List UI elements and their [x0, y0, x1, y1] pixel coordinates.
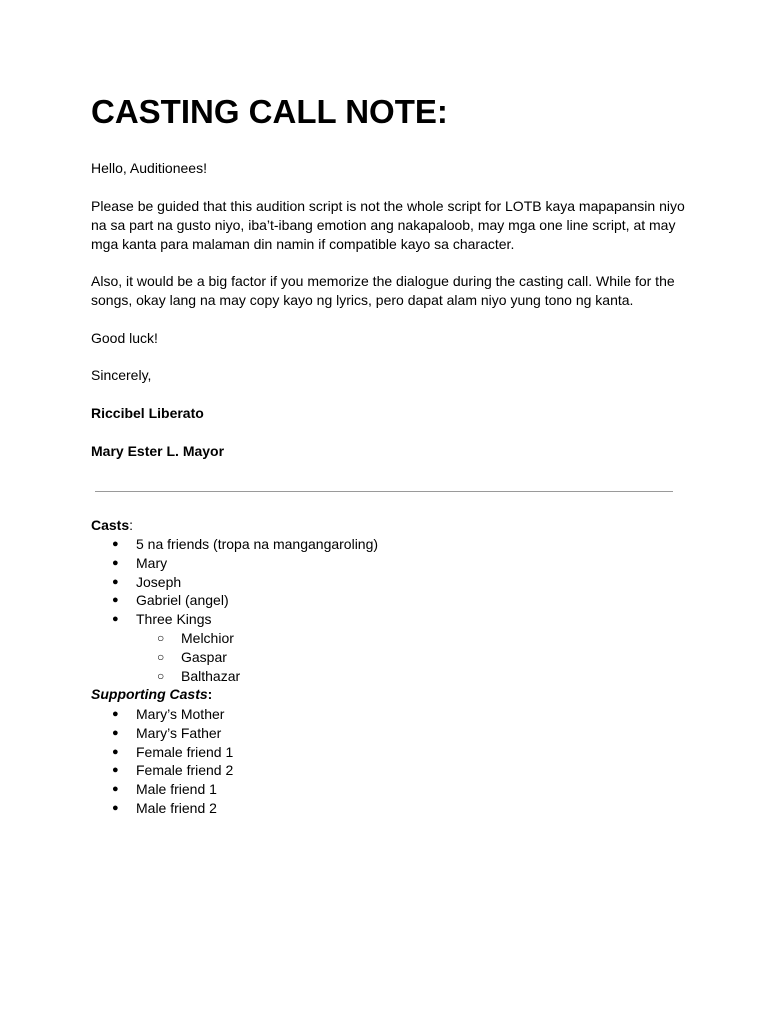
casts-heading-colon: : [129, 517, 134, 533]
list-item-label: Mary’s Mother [136, 706, 225, 722]
sub-list-item-label: Gaspar [181, 648, 227, 665]
bullet-icon: ● [112, 613, 119, 626]
supporting-casts-heading [91, 685, 212, 704]
closing-good-luck: Good luck! [91, 330, 158, 346]
body-paragraph-2: Also, it would be a big factor if you memorize the dialogue during the casting call. While for the songs, okay lang na may copy kayo ng lyrics, pero dapat alam niyo yung tono ng kanta. [91, 273, 675, 308]
list-item-label: Gabriel (angel) [136, 592, 229, 609]
list-item-label: Mary [136, 554, 168, 571]
page-title: CASTING CALL NOTE: [91, 93, 448, 130]
list-item [91, 780, 233, 799]
list-item [91, 591, 378, 610]
body-paragraph-1: Please be guided that this audition script is not the whole script for LOTB kaya mapapansin niyo na sa part na gusto niyo, iba’t-ibang emotion ang nakapaloob, may mga one line script, at may mga kanta para malaman din namin if compatible kayo sa character. [91, 198, 685, 252]
list-item [91, 724, 233, 743]
list-item-label: Male friend 1 [136, 781, 217, 798]
sub-list-item [136, 629, 378, 648]
signatory-2: Mary Ester L. Mayor [91, 443, 225, 459]
closing-sincerely: Sincerely, [91, 367, 152, 383]
list-item-label: Female friend 1 [136, 743, 234, 760]
list-item-label: Male friend 2 [136, 799, 217, 816]
sub-list-item [136, 667, 378, 686]
bullet-icon: ● [112, 594, 119, 607]
list-item [91, 743, 233, 762]
list-item [91, 799, 233, 818]
list-item [91, 573, 378, 592]
supporting-casts-list [91, 705, 233, 818]
bullet-icon: ● [112, 575, 119, 588]
list-item [91, 535, 378, 554]
list-item-label: 5 na friends (tropa na mangangaroling) [136, 536, 379, 552]
list-item [91, 705, 233, 724]
hollow-bullet-icon: ○ [157, 630, 165, 645]
list-item-label: Female friend 2 [136, 762, 234, 779]
supporting-casts-heading-label: Supporting Casts [91, 686, 208, 702]
list-item [91, 554, 378, 573]
list-item [91, 761, 233, 780]
sub-list-item-label: Balthazar [181, 667, 241, 684]
list-item [91, 610, 378, 685]
bullet-icon: ● [112, 764, 119, 777]
sub-list-item-label: Melchior [181, 629, 234, 646]
signatory-1: Riccibel Liberato [91, 405, 204, 421]
casts-list [91, 535, 378, 685]
bullet-icon: ● [112, 745, 119, 758]
hollow-bullet-icon: ○ [157, 668, 165, 683]
bullet-icon: ● [112, 726, 119, 739]
three-kings-sublist [136, 629, 378, 685]
bullet-icon: ● [112, 538, 119, 550]
sub-list-item [136, 648, 378, 667]
casts-heading-label: Casts [91, 517, 130, 533]
casts-heading [91, 516, 133, 535]
supporting-casts-heading-colon: : [207, 686, 213, 702]
list-item-label: Mary’s Father [136, 724, 222, 741]
bullet-icon: ● [112, 801, 119, 814]
greeting: Hello, Auditionees! [91, 160, 207, 176]
horizontal-divider [95, 491, 673, 492]
hollow-bullet-icon: ○ [157, 649, 165, 664]
bullet-icon: ● [112, 556, 119, 569]
bullet-icon: ● [112, 708, 119, 720]
list-item-label: Joseph [136, 573, 182, 590]
list-item-label: Three Kings [136, 611, 212, 628]
bullet-icon: ● [112, 783, 119, 796]
